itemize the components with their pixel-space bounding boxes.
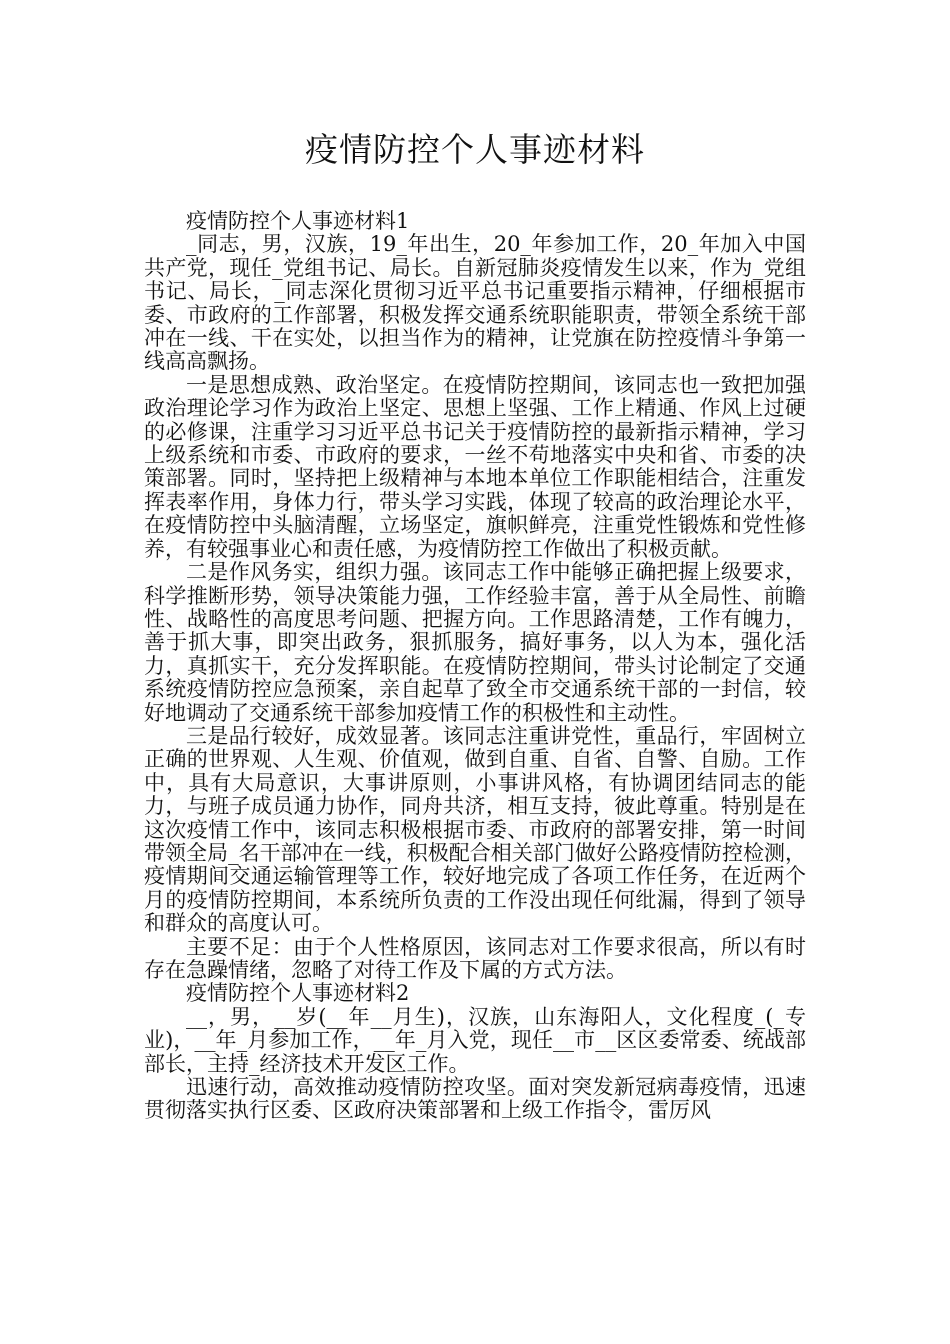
document-page xyxy=(144,128,806,1123)
paragraph-intro-1: _同志，男，汉族，19_年出生，20_年参加工作，20_年加入中国共产党，现任_党组书记、局长。自新冠肺炎疫情发生以来，作为_党组书记、局长，_同志深化贯彻习近平总书记重要指示精神，仔细根据市委、市政府的工作部署，积极发挥交通系统职能职责，带领全系统干部冲在一线、干在实处，以担当作为的精神，让党旗在防控疫情斗争第一线高高飘扬。 xyxy=(144,232,806,374)
section-heading-2: 疫情防控个人事迹材料2 xyxy=(186,981,410,1006)
section-heading-1: 疫情防控个人事迹材料1 xyxy=(186,209,410,233)
paragraph-point-two: 二是作风务实，组织力强。该同志工作中能够正确把握上级要求，科学推断形势，领导决策能力强，工作经验丰富，善于从全局性、前瞻性、战略性的高度思考问题、把握方向。工作思路清楚，工作有魄力，善于抓大事，即突出政务，狠抓服务，搞好事务，以人为本，强化活力，真抓实干，充分发挥职能。在疫情防控期间，带头讨论制定了交通系统疫情防控应急预案，亲自起草了致全市交通系统干部的一封信，较好地调动了交通系统干部参加疫情工作的积极性和主动性。 xyxy=(144,560,806,725)
paragraph-intro-2: __，男，__岁(__年__月生)，汉族，山东海阳人，文化程度_(_专业)，__年_月参加工作，__年_月入党，现任__市__区区委常委、统战部部长，主持_经济技术开发区工作。 xyxy=(144,1004,806,1076)
document-body xyxy=(144,210,806,1123)
document-title: 疫情防控个人事迹材料 xyxy=(305,130,645,169)
paragraph-point-three: 三是品行较好，成效显著。该同志注重讲党性，重品行，牢固树立正确的世界观、人生观、价值观，做到自重、自省、自警、自励。工作中，具有大局意识，大事讲原则，小事讲风格，有协调团结同志的能力，与班子成员通力协作，同舟共济，相互支持，彼此尊重。特别是在这次疫情工作中，该同志积极根据市委、市政府的部署安排，第一时间带领全局_名干部冲在一线，积极配合相关部门做好公路疫情防控检测，疫情期间交通运输管理等工作，较好地完成了各项工作任务，在近两个月的疫情防控期间，本系统所负责的工作没出现任何纰漏，得到了领导和群众的高度认可。 xyxy=(144,723,806,936)
paragraph-point-one: 一是思想成熟、政治坚定。在疫情防控期间，该同志也一致把加强政治理论学习作为政治上坚定、思想上坚强、工作上精通、作风上过硬的必修课，注重学习习近平总书记关于疫情防控的最新指示精神，学习上级系统和市委、市政府的要求，一丝不苟地落实中央和省、市委的决策部署。同时，坚持把上级精神与本地本单位工作职能相结合，注重发挥表率作用，身体力行，带头学习实践，体现了较高的政治理论水平，在疫情防控中头脑清醒，立场坚定，旗帜鲜亮，注重党性锻炼和党性修养，有较强事业心和责任感，为疫情防控工作做出了积极贡献。 xyxy=(144,372,806,561)
paragraph-rapid-action: 迅速行动，高效推动疫情防控攻坚。面对突发新冠病毒疫情，迅速贯彻落实执行区委、区政府决策部署和上级工作指令，雷厉风 xyxy=(144,1075,806,1123)
paragraph-shortcomings: 主要不足：由于个人性格原因，该同志对工作要求很高，所以有时存在急躁情绪，忽略了对待工作及下属的方式方法。 xyxy=(144,934,806,982)
